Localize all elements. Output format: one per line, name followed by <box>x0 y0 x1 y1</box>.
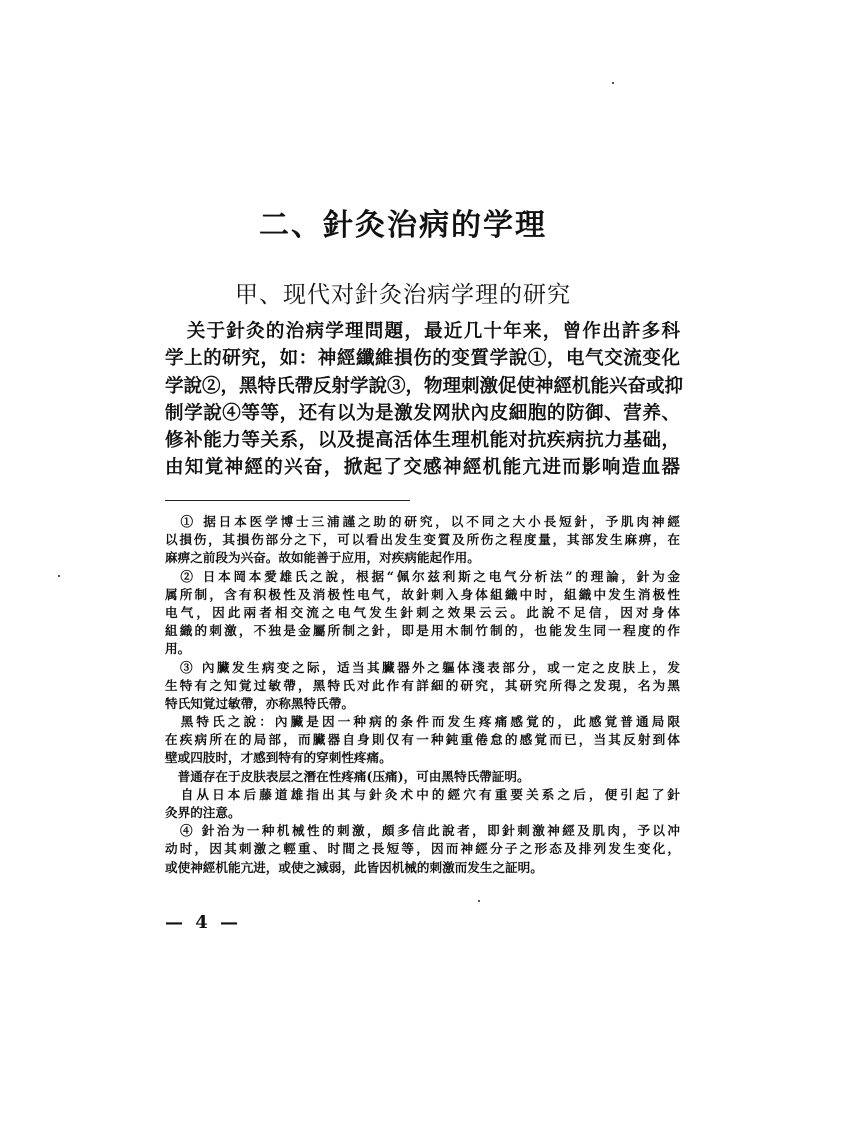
footnote-line: 自从日本后藤道雄指出其与針灸术中的經穴有重要关系之后，便引起了針 <box>165 786 680 802</box>
footnote-line: 黑特氏之說：內臟是因一种病的条件而发生疼痛感覚的，此感覚普通局限 <box>165 714 680 730</box>
footnote-line: ③ 內臟发生病变之际，适当其臟器外之軀体淺表部分，或一定之皮肤上，发 <box>165 659 680 675</box>
footnote-line: 属所制，含有积极性及消极性电气，故針刺入身体組織中时，組織中发生消极性 <box>165 586 680 602</box>
footnote-line: 組織的刺激，不独是金屬所制之針，即是用木制竹制的，也能发生同一程度的作 <box>165 623 680 639</box>
scan-speck <box>58 575 60 577</box>
chapter-title: 二、針灸治病的学理 <box>259 208 547 243</box>
footnote-4 <box>165 822 680 877</box>
footnote-3-goto <box>165 786 680 822</box>
footnote-line: 电气，因此兩者相交流之电气发生針刺之效果云云。此說不足信，因对身体 <box>165 604 680 620</box>
footnote-line: 动时，因其刺激之輕重、时間之長短等，因而神經分子之形态及排列发生变化， <box>165 841 680 857</box>
body-paragraph <box>165 318 684 482</box>
footnote-1 <box>165 513 680 568</box>
footnote-line: 生特有之知覚过敏帶，黑特氏对此作有詳細的研究，其研究所得之发現，名为黑 <box>165 677 680 693</box>
footnote-line: ① 据日本医学博士三浦謹之助的研究，以不同之大小長短針，予肌肉神經 <box>165 514 680 529</box>
footnote-divider <box>165 500 410 501</box>
footnotes <box>165 513 680 877</box>
body-line: 制学說④等等，还有以为是激发网狀內皮細胞的防御、营养、 <box>165 402 680 424</box>
footnote-line: 用。 <box>165 641 191 657</box>
footnote-line: 特氏知覚过敏帶，亦称黑特氏帶。 <box>165 695 354 711</box>
body-line: 修补能力等关系，以及提高活体生理机能对抗疾病抗力基础， <box>165 430 680 452</box>
footnote-line: 以損伤，其損伤部分之下，可以看出发生变質及所伤之程度量，其部发生麻痹，在 <box>165 532 680 548</box>
body-line: 关于針灸的治病学理問題，最近几十年来，曾作出許多科 <box>167 321 680 342</box>
scan-speck <box>612 82 614 84</box>
footnote-line: ④ 針治为一种机械性的刺激，頗多信此說者，即針刺激神經及肌肉，予以冲 <box>165 823 680 839</box>
footnote-2 <box>165 568 680 659</box>
footnote-line: 或使神經机能亢进，或使之減弱，此皆因机械的刺激而发生之証明。 <box>165 859 543 875</box>
body-line: 由知覚神經的兴奋，掀起了交感神經机能亢进而影响造血器 <box>165 457 680 479</box>
footnote-3-head-zone <box>165 713 680 768</box>
footnote-line: 灸界的注意。 <box>165 805 241 820</box>
body-line: 学說②，黑特氏帶反射学說③，物理刺激促使神經机能兴奋或抑 <box>165 375 684 397</box>
scan-speck <box>478 900 480 902</box>
footnote-line: 壁或四肢时，才感到特有的穿刺性疼痛。 <box>165 750 392 766</box>
footnote-line: 普通存在于皮肤表层之潛在性疼痛(压痛)，可由黑特氏帶証明。 <box>165 768 530 784</box>
section-subtitle: 甲、现代对針灸治病学理的研究 <box>235 282 571 308</box>
body-line: 学上的研究，如：神經纖維損伤的变質学說①，电气交流变化 <box>165 348 680 370</box>
page-number: — 4 — <box>165 912 242 933</box>
footnote-line: ② 日本岡本愛雄氏之說，根据“佩尔兹利斯之电气分析法”的理論，針为金 <box>165 568 680 584</box>
footnote-line: 在疾病所在的局部，而臟器自身則仅有一种鈍重倦怠的感覚而已，当其反射到体 <box>165 732 680 748</box>
footnote-3-tenderness <box>165 768 680 786</box>
footnote-line: 麻痹之前段为兴奋。故如能善于应用，对疾病能起作用。 <box>165 550 480 566</box>
footnote-3 <box>165 659 680 714</box>
